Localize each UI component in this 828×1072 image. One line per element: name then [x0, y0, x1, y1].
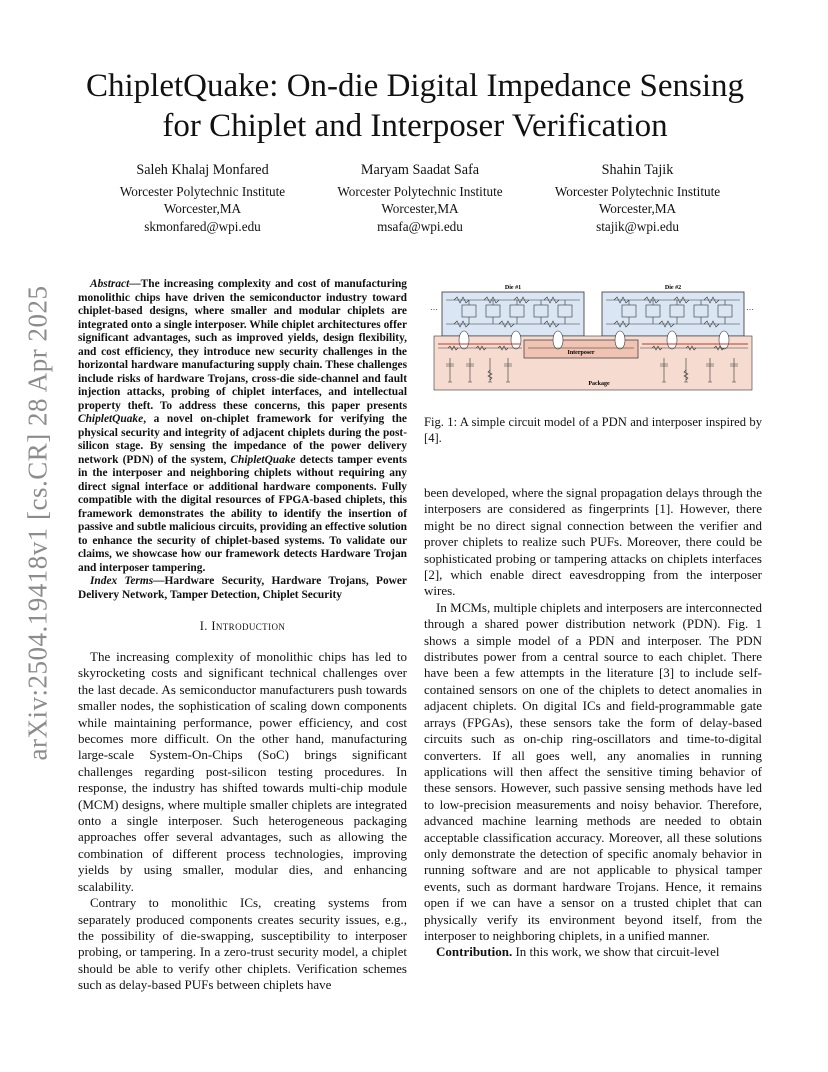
paragraph: Contrary to monolithic ICs, creating systems from separately produced components creates security issues, e.g., the possibility of die-swapping, susceptibility to interposer probing, or tampering. In a zero-trust security model, a chiplet should be able to verify other chiplets. Verification schemes such as delay-based PUFs between chiplets have [78, 895, 407, 993]
author-email: stajik@wpi.edu [596, 218, 679, 234]
package-label: Package [588, 381, 610, 387]
abstract [78, 278, 407, 575]
contribution-text: In this work, we show that circuit-level [512, 944, 720, 960]
author-affiliation: Worcester Polytechnic Institute [337, 183, 503, 199]
die-1-box [442, 292, 584, 336]
die-2-label: Die #2 [664, 285, 682, 291]
ellipsis-right: ⋯ [746, 305, 754, 314]
author-email: msafa@wpi.edu [377, 218, 463, 234]
abstract-label: Abstract [90, 278, 130, 290]
index-terms-text: —Hardware Security, Hardware Trojans, Power Delivery Network, Tamper Detection, Chiplet Security [78, 575, 407, 601]
framework-name: ChipletQuake [78, 413, 144, 425]
interposer-label: Interposer [567, 350, 595, 356]
pdn-figure [424, 278, 762, 398]
author-2 [318, 162, 523, 235]
author-3 [535, 162, 740, 235]
abstract-text: detects tamper events in the interposer and neighboring chiplets without requiring any direct signal interface or additional hardware components. Fully compatible with the digital resources of FPGA-based chiplets, this framework demonstrates the ability to identify the insertion of passive and subtle malicious circuits, providing an effective solution to enhance the security of chiplet-based systems. To validate our claims, we showcase how our framework detects Hardware Trojan and interposer tampering. [78, 453, 407, 574]
author-list [100, 162, 740, 235]
right-body [424, 485, 762, 961]
left-column [78, 278, 407, 994]
die-2-box [602, 292, 744, 336]
paragraph: been developed, where the signal propagation delays through the interposers are considered as fingerprints [1]. However, there might be no direct signal connection between the verifier and prover chiplets to realize such PUFs. Moreover, there could be sophisticated probing or tampering attacks on chiplets interfaces [2], which enable direct eavesdropping from the interposer wires. [424, 485, 762, 599]
paper-title [70, 66, 760, 146]
paragraph-contribution [424, 944, 762, 960]
author-city: Worcester,MA [163, 201, 242, 216]
index-terms-label: Index Terms [90, 575, 154, 587]
author-1 [100, 162, 305, 235]
title-line-1: ChipletQuake: On-die Digital Impedance Sensing [85, 68, 744, 104]
author-name: Shahin Tajik [601, 162, 674, 178]
section-heading-introduction: I. Introduction [199, 619, 286, 633]
arxiv-stamp-text: arXiv:2504.19418v1 [cs.CR] 28 Apr 2025 [22, 285, 53, 761]
right-column [424, 278, 762, 960]
author-name: Maryam Saadat Safa [360, 162, 480, 178]
pdn-circuit-diagram [424, 278, 762, 398]
author-city: Worcester,MA [381, 201, 459, 216]
author-affiliation: Worcester Polytechnic Institute [119, 183, 286, 199]
framework-name: ChipletQuake [230, 453, 296, 466]
title-line-2: for Chiplet and Interposer Verification [162, 108, 668, 144]
author-city: Worcester,MA [598, 201, 677, 216]
die-1-label: Die #1 [504, 285, 522, 291]
author-name: Saleh Khalaj Monfared [136, 162, 269, 178]
paragraph: The increasing complexity of monolithic chips has led to skyrocketing costs and significant technical challenges over the last decade. As semiconductor manufacturers push towards smaller nodes, the sophistication of scaling down components while maintaining performance, power efficiency, and cost becomes more difficult. On the other hand, manufacturing large-scale System-On-Chips (SoC) brings significant challenges regarding post-silicon testing procedures. In response, the industry has shifted towards multi-chip module (MCM) designs, where multiple smaller chiplets are integrated onto a single interposer. Such heterogeneous packaging approaches offer several advantages, such as allowing the combination of different process technologies, improving yields by using smaller, modular dies, and enhancing scalability. [78, 649, 407, 894]
contribution-label: Contribution. [436, 944, 513, 960]
author-affiliation: Worcester Polytechnic Institute [554, 183, 721, 199]
abstract-text: , a novel on-chiplet framework for verifying the physical security and integrity of adjacent chiplets during the post-silicon stage. By sensing the impedance of the power delivery network (PDN) of the system, [78, 413, 407, 466]
figure-caption: Fig. 1: A simple circuit model of a PDN and interposer inspired by [4]. [424, 415, 762, 445]
ellipsis-left: ⋯ [430, 305, 438, 314]
author-email: skmonfared@wpi.edu [144, 218, 261, 234]
index-terms [78, 575, 407, 602]
arxiv-stamp [18, 283, 58, 763]
paragraph: In MCMs, multiple chiplets and interposers are interconnected through a shared power distribution network (PDN). Fig. 1 shows a simple model of a PDN and interposer. The PDN distributes power from a central source to each chiplet. There have been a few attempts in the literature [3] to include self-contained sensors on one of the chiplets to detect anomalies in adjacent chiplets. On digital ICs and field-programmable gate arrays (FPGAs), these sensors take the form of delay-based circuits such as on-chip ring-oscillators and time-to-digital converters. If all goes well, any anomalies in running applications will then affect the sensitive timing behavior of these sensors. However, such passive sensing methods have led to low-precision measurements and noisy behavior. Therefore, advanced machine learning methods are needed to obtain acceptable classification accuracy. Moreover, all these solutions only demonstrate the detection of specific anomaly behavior in running software and are not applicable to physical tamper events, such as dormant hardware Trojans. Hence, it remains open if we can have a sensor on a trusted chiplet that can physically verify its environment beyond itself, from the interposer to neighboring chiplets, in a unified manner. [424, 599, 762, 943]
abstract-text: —The increasing complexity and cost of manufacturing monolithic chips have driven the semiconductor industry toward chiplet-based designs, where smaller and modular chiplets are integrated onto a single interposer. While chiplet architectures offer significant advantages, such as improved yields, design flexibility, and cost efficiency, they introduce new security challenges in the horizontal hardware manufacturing supply chain. These challenges include risks of hardware Trojans, cross-die side-channel and fault injection attacks, probing of chiplet interfaces, and intellectual property theft. To address these concerns, this paper presents [78, 278, 407, 412]
